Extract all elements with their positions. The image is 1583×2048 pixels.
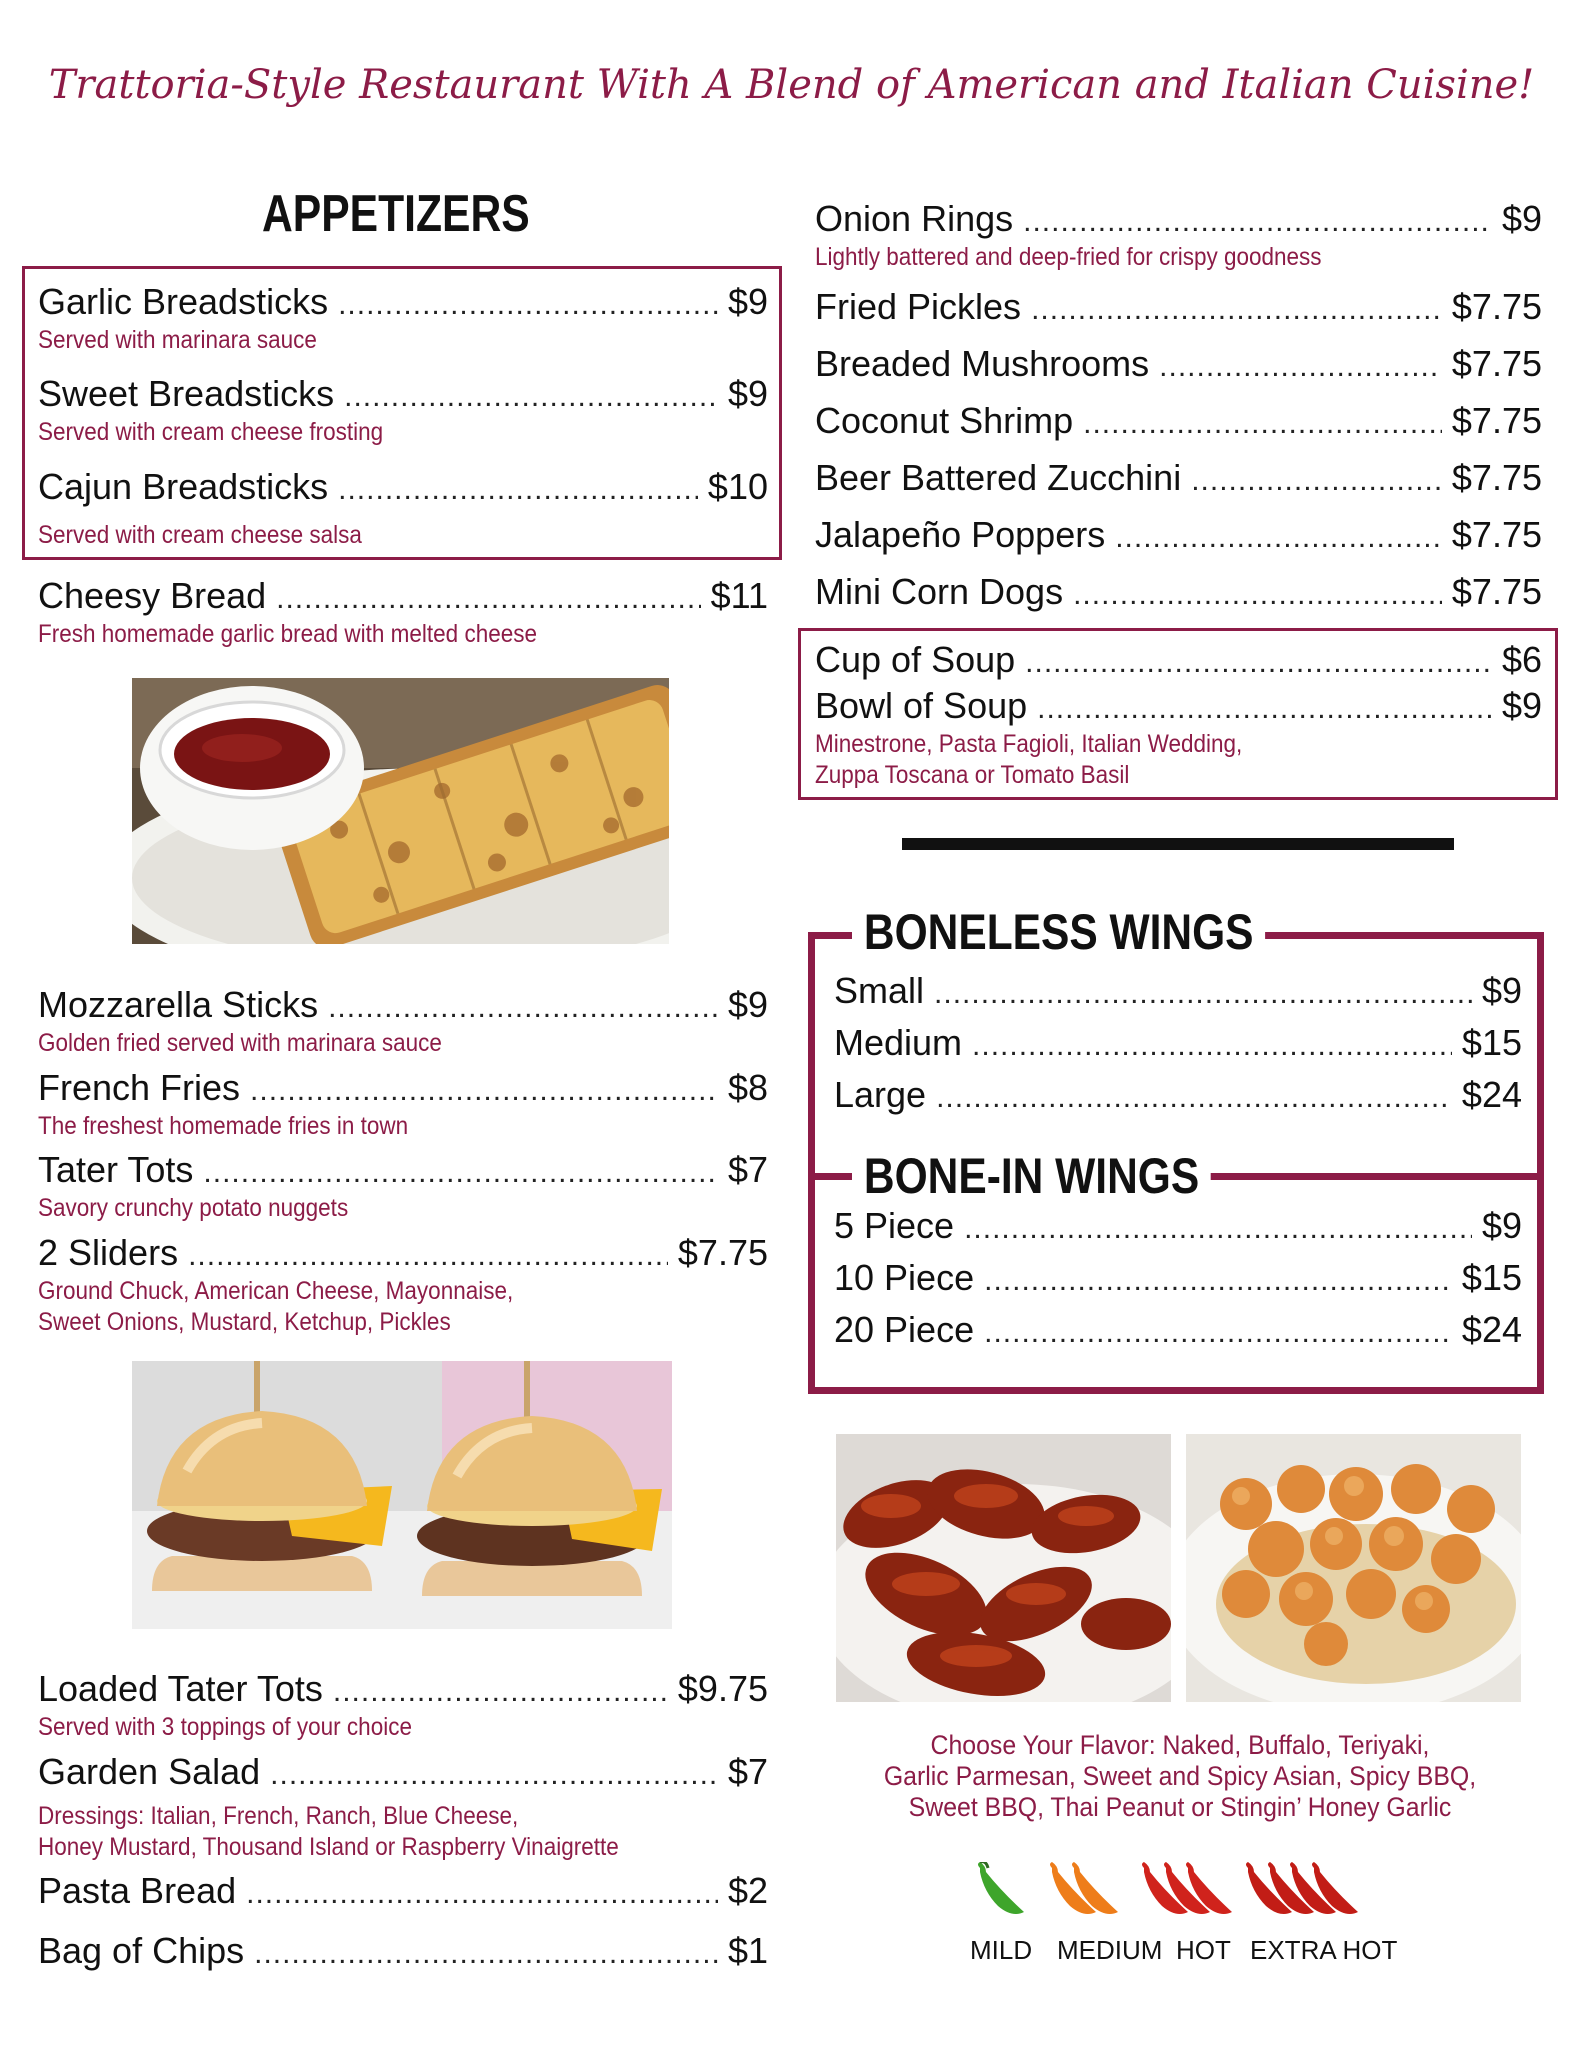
item-price: $24: [1461, 1074, 1522, 1115]
item-name: Small: [834, 970, 925, 1011]
menu-item-garlic-breadsticks: [38, 282, 768, 356]
item-name: 5 Piece: [834, 1205, 955, 1246]
item-name: Breaded Mushrooms: [815, 343, 1150, 384]
dot-leader: [250, 1071, 718, 1111]
item-price: $9.75: [677, 1668, 768, 1709]
menu-item-sweet-breadsticks: [38, 374, 768, 448]
item-name: 20 Piece: [834, 1309, 975, 1350]
item-price: $7.75: [1451, 571, 1542, 612]
item-name: Onion Rings: [815, 198, 1014, 239]
item-price: $10: [707, 466, 768, 507]
dot-leader: [934, 974, 1472, 1014]
dot-leader: [246, 1874, 718, 1914]
heat-label-mild: MILD: [970, 1935, 1033, 1965]
flavor-line-2: Garlic Parmesan, Sweet and Spicy Asian, Spicy BBQ,: [883, 1761, 1477, 1791]
menu-item-sliders: [38, 1233, 768, 1338]
cheesy-bread-photo: [132, 678, 669, 944]
heat-label-extra-hot: EXTRA HOT: [1250, 1935, 1398, 1965]
item-price: $15: [1461, 1257, 1522, 1298]
flavor-line-3: Sweet BBQ, Thai Peanut or Stingin’ Honey Garlic: [908, 1792, 1452, 1822]
item-name: Bowl of Soup: [815, 685, 1028, 726]
dot-leader: [1037, 689, 1492, 729]
appetizers-heading: APPETIZERS: [262, 185, 530, 243]
item-description: Lightly battered and deep-fried for crispy goodness: [815, 243, 1322, 271]
dot-leader: [344, 377, 718, 417]
item-name: Beer Battered Zucchini: [815, 457, 1182, 498]
item-name: Fried Pickles: [815, 286, 1022, 327]
item-price: $7: [727, 1149, 768, 1190]
dot-leader: [338, 470, 698, 510]
boneless-medium: [834, 1023, 1522, 1066]
item-price: $9: [1481, 1205, 1522, 1246]
item-price: $7.75: [1451, 457, 1542, 498]
item-price: $11: [710, 575, 768, 616]
menu-item-jalapeno-poppers: [815, 515, 1542, 558]
dot-leader: [188, 1236, 668, 1276]
menu-item-garden-salad: [38, 1752, 768, 1863]
item-price: $8: [727, 1067, 768, 1108]
tagline: Trattoria-Style Restaurant With A Blend of American and Italian Cuisine!: [48, 62, 1535, 108]
item-description: Served with cream cheese frosting: [38, 418, 384, 446]
item-name: 2 Sliders: [38, 1232, 179, 1273]
item-price: $7: [727, 1751, 768, 1792]
boneless-small: [834, 971, 1522, 1014]
item-price: $7.75: [1451, 343, 1542, 384]
menu-item-pasta-bread: [38, 1871, 768, 1914]
medium-pepper-icon: [1044, 1862, 1128, 1920]
dot-leader: [964, 1209, 1472, 1249]
heat-label-medium: MEDIUM: [1057, 1935, 1163, 1965]
dot-leader: [338, 285, 718, 325]
item-description: Fresh homemade garlic bread with melted cheese: [38, 620, 538, 648]
item-name: Bag of Chips: [38, 1930, 245, 1971]
menu-item-cup-of-soup: [815, 640, 1542, 683]
dot-leader: [1073, 575, 1442, 615]
dot-leader: [276, 579, 700, 619]
mild-pepper-icon: [972, 1862, 1032, 1920]
menu-item-onion-rings: [815, 199, 1542, 273]
hot-pepper-icon: [1136, 1862, 1246, 1920]
menu-item-mozzarella-sticks: [38, 985, 768, 1059]
heat-label-hot: HOT: [1176, 1935, 1231, 1965]
item-price: $7.75: [1451, 400, 1542, 441]
menu-item-bag-of-chips: [38, 1931, 768, 1974]
bone-in-wings-photo: [836, 1434, 1171, 1702]
menu-item-bowl-of-soup: [815, 686, 1542, 791]
item-name: Mozzarella Sticks: [38, 984, 319, 1025]
item-price: $7.75: [677, 1232, 768, 1273]
item-price: $15: [1461, 1022, 1522, 1063]
item-name: Tater Tots: [38, 1149, 194, 1190]
dot-leader: [1023, 202, 1492, 242]
item-price: $1: [727, 1930, 768, 1971]
item-name: Coconut Shrimp: [815, 400, 1074, 441]
dot-leader: [984, 1313, 1452, 1353]
dot-leader: [972, 1026, 1452, 1066]
item-name: Cheesy Bread: [38, 575, 267, 616]
flavor-line-1: Choose Your Flavor: Naked, Buffalo, Teriyaki,: [930, 1730, 1430, 1760]
dot-leader: [1083, 404, 1442, 444]
bone-in-wings-title: BONE-IN WINGS: [852, 1148, 1211, 1204]
dot-leader: [936, 1078, 1452, 1118]
bonein-5-piece: [834, 1206, 1522, 1249]
item-description-line2: Honey Mustard, Thousand Island or Raspberry Vinaigrette: [38, 1833, 619, 1861]
item-name: French Fries: [38, 1067, 241, 1108]
menu-item-loaded-tater-tots: [38, 1669, 768, 1743]
boneless-large: [834, 1075, 1522, 1118]
dot-leader: [254, 1934, 718, 1974]
soup-description: Minestrone, Pasta Fagioli, Italian Wedding,: [815, 730, 1243, 758]
item-price: $9: [1481, 970, 1522, 1011]
item-name: Garden Salad: [38, 1751, 261, 1792]
item-price: $2: [727, 1870, 768, 1911]
item-name: Sweet Breadsticks: [38, 373, 335, 414]
menu-item-cheesy-bread: [38, 576, 768, 650]
item-price: $6: [1501, 639, 1542, 680]
item-name: Garlic Breadsticks: [38, 281, 329, 322]
dot-leader: [1031, 290, 1442, 330]
bonein-20-piece: [834, 1310, 1522, 1353]
item-price: $7.75: [1451, 286, 1542, 327]
sliders-photo: [132, 1361, 672, 1629]
item-name: Cajun Breadsticks: [38, 466, 329, 507]
dot-leader: [1025, 643, 1492, 683]
item-price: $9: [727, 281, 768, 322]
item-name: Cup of Soup: [815, 639, 1016, 680]
item-price: $9: [727, 984, 768, 1025]
menu-item-mini-corn-dogs: [815, 572, 1542, 615]
dot-leader: [1159, 347, 1442, 387]
dot-leader: [1115, 518, 1442, 558]
item-description: Savory crunchy potato nuggets: [38, 1194, 349, 1222]
item-description: Golden fried served with marinara sauce: [38, 1029, 442, 1057]
menu-item-french-fries: [38, 1068, 768, 1142]
item-description-line2: Sweet Onions, Mustard, Ketchup, Pickles: [38, 1308, 451, 1336]
menu-item-beer-battered-zucchini: [815, 458, 1542, 501]
item-name: Jalapeño Poppers: [815, 514, 1106, 555]
menu-item-cajun-breadsticks: [38, 467, 768, 551]
item-price: $7.75: [1451, 514, 1542, 555]
item-name: Pasta Bread: [38, 1870, 237, 1911]
item-name: Loaded Tater Tots: [38, 1668, 323, 1709]
item-price: $9: [727, 373, 768, 414]
bonein-10-piece: [834, 1258, 1522, 1301]
item-name: Large: [834, 1074, 927, 1115]
item-description: Dressings: Italian, French, Ranch, Blue Cheese,: [38, 1802, 519, 1830]
menu-item-breaded-mushrooms: [815, 344, 1542, 387]
soup-description-line2: Zuppa Toscana or Tomato Basil: [815, 761, 1130, 789]
menu-item-fried-pickles: [815, 287, 1542, 330]
boneless-wings-title: BONELESS WINGS: [852, 904, 1265, 960]
extra-hot-pepper-icon: [1240, 1862, 1374, 1920]
item-price: $9: [1501, 685, 1542, 726]
section-divider: [902, 838, 1454, 850]
item-description: Served with marinara sauce: [38, 326, 317, 354]
dot-leader: [328, 988, 718, 1028]
item-name: Mini Corn Dogs: [815, 571, 1064, 612]
dot-leader: [270, 1755, 718, 1795]
item-name: 10 Piece: [834, 1257, 975, 1298]
menu-item-tater-tots: [38, 1150, 768, 1224]
item-description: The freshest homemade fries in town: [38, 1112, 409, 1140]
flavor-list: [800, 1730, 1560, 1823]
item-price: $24: [1461, 1309, 1522, 1350]
item-name: Medium: [834, 1022, 963, 1063]
item-description: Served with cream cheese salsa: [38, 521, 362, 549]
dot-leader: [984, 1261, 1452, 1301]
dot-leader: [333, 1672, 668, 1712]
boneless-wings-photo: [1186, 1434, 1521, 1702]
dot-leader: [1191, 461, 1442, 501]
menu-item-coconut-shrimp: [815, 401, 1542, 444]
dot-leader: [203, 1153, 718, 1193]
item-description: Ground Chuck, American Cheese, Mayonnaise,: [38, 1277, 514, 1305]
item-price: $9: [1501, 198, 1542, 239]
item-description: Served with 3 toppings of your choice: [38, 1713, 412, 1741]
